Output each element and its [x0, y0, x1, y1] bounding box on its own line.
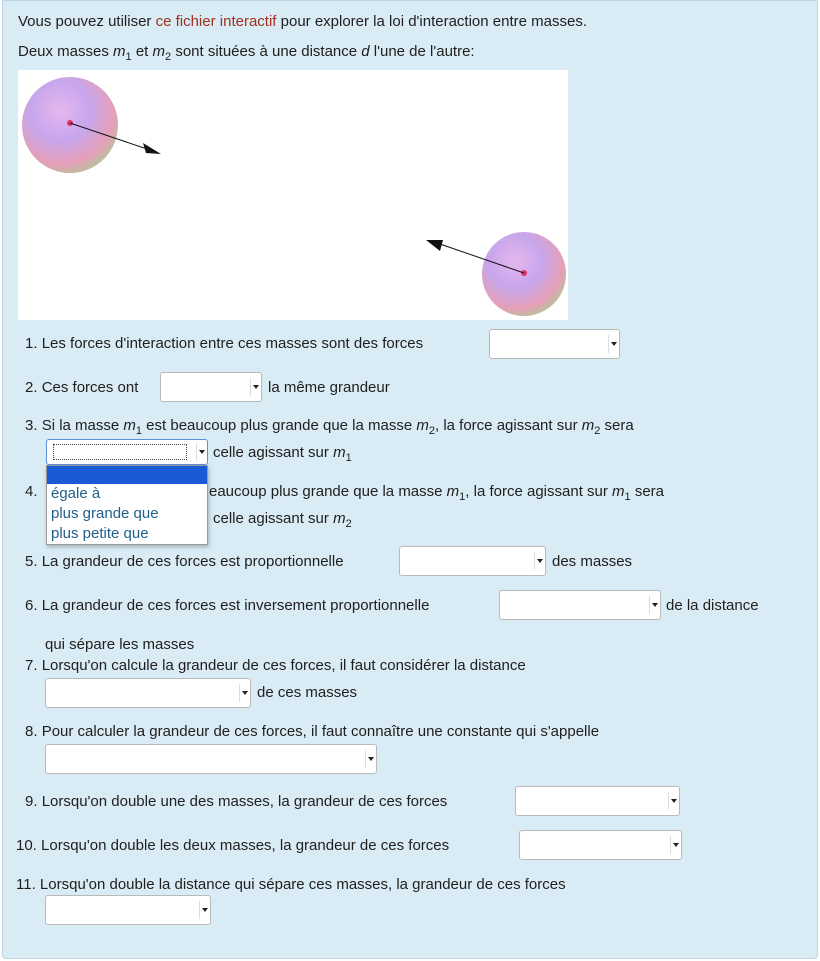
intro-text: Vous pouvez utiliser ce fichier interactif pour explorer la loi d'interaction entre masses.: [18, 13, 587, 30]
chevron-down-icon: [239, 684, 249, 702]
chevron-down-icon: [199, 901, 209, 919]
dropdown-option-plus-petite[interactable]: plus petite que: [51, 525, 149, 542]
chevron-down-icon: [365, 750, 375, 768]
q10-select[interactable]: [519, 830, 682, 860]
mass-1-sphere: [22, 77, 118, 173]
question-9: 9. Lorsqu'on double une des masses, la grandeur de ces forces: [25, 793, 448, 810]
q2-suffix: la même grandeur: [268, 379, 390, 396]
chevron-down-icon: [670, 836, 680, 854]
masses-animation[interactable]: [18, 70, 568, 320]
dropdown-option-plus-grande[interactable]: plus grande que: [51, 505, 159, 522]
q7-suffix: de ces masses: [257, 684, 358, 701]
q5-select[interactable]: [399, 546, 546, 576]
chevron-down-icon: [196, 443, 206, 461]
chevron-down-icon: [608, 335, 618, 353]
interactive-file-link[interactable]: ce fichier interactif: [155, 13, 277, 30]
mass-2-sphere: [482, 232, 566, 316]
q6-select[interactable]: [499, 590, 661, 620]
chevron-down-icon: [250, 378, 260, 396]
question-10: 10. Lorsqu'on double les deux masses, la grandeur de ces forces: [16, 837, 450, 854]
q1-select[interactable]: [489, 329, 620, 359]
question-11: 11. Lorsqu'on double la distance qui sépare ces masses, la grandeur de ces forces: [16, 876, 566, 893]
question-6: 6. La grandeur de ces forces est inversement proportionnelle: [25, 597, 430, 614]
q3-select[interactable]: [46, 439, 208, 465]
question-4-number: 4.: [25, 483, 38, 500]
question-3: 3. Si la masse $m_1$ est beaucoup plus grande que la masse $m_2$, la force agissant sur $m_2$ sera: [25, 417, 634, 437]
q6-continuation: qui sépare les masses: [45, 636, 195, 653]
q3-dropdown-list[interactable]: [46, 465, 208, 545]
q8-select[interactable]: [45, 744, 377, 774]
setup-text: Deux masses $m_1$ et $m_2$ sont situées à une distance d l'une de l'autre:: [18, 43, 475, 63]
chevron-down-icon: [649, 596, 659, 614]
dropdown-option-egale[interactable]: égale à: [51, 485, 101, 502]
question-4: eaucoup plus grande que la masse $m_1$, la force agissant sur $m_1$ sera: [209, 483, 665, 503]
q7-select[interactable]: [45, 678, 251, 708]
question-2: 2. Ces forces ont: [25, 379, 139, 396]
q11-select[interactable]: [45, 895, 211, 925]
question-8: 8. Pour calculer la grandeur de ces forces, il faut connaître une constante qui s'appelle: [25, 723, 600, 740]
question-7: 7. Lorsqu'on calcule la grandeur de ces forces, il faut considérer la distance: [25, 657, 526, 674]
question-5: 5. La grandeur de ces forces est proportionnelle: [25, 553, 344, 570]
q4-suffix: celle agissant sur $m_2$: [213, 510, 352, 530]
question-1: 1. Les forces d'interaction entre ces masses sont des forces: [25, 335, 424, 352]
q2-select[interactable]: [160, 372, 262, 402]
chevron-down-icon: [534, 552, 544, 570]
q6-suffix: de la distance: [666, 597, 759, 614]
q9-select[interactable]: [515, 786, 680, 816]
chevron-down-icon: [668, 792, 678, 810]
q3-suffix: celle agissant sur $m_1$: [213, 444, 352, 464]
dropdown-option-empty[interactable]: [47, 466, 207, 484]
q5-suffix: des masses: [552, 553, 633, 570]
